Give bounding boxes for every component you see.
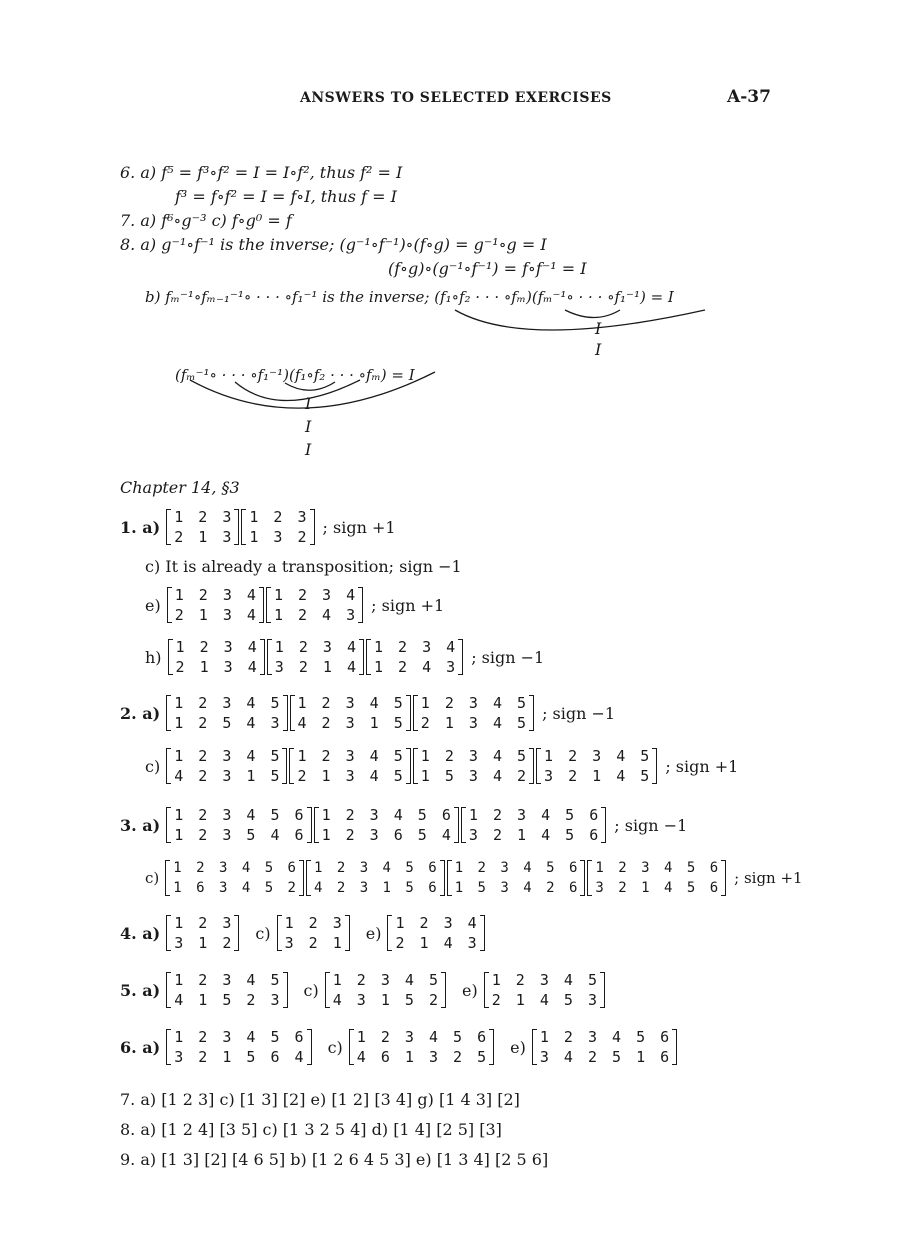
answer-8a-line2: (f∘g)∘(g⁻¹∘f⁻¹) = f∘f⁻¹ = I [388,259,587,278]
permutation-matrix: 1 2 3 4 5 2 1 3 4 5 [413,693,534,733]
permutation-matrix: 1 2 3 4 5 6 1 6 3 4 5 2 [165,858,304,898]
answer-8c: (fₘ⁻¹∘ · · · ∘f₁⁻¹)(f₁∘f₂ · · · ∘fₘ) = I [175,366,415,384]
composition-arcs [0,0,898,470]
permutation-matrix: 1 2 3 4 5 1 2 5 4 3 [166,693,287,733]
permutation-matrix: 1 2 3 4 5 6 3 2 1 5 6 4 [166,1027,311,1067]
label: e) [510,1037,526,1057]
permutation-matrix: 1 2 3 4 5 2 1 4 5 3 [484,970,605,1010]
answer-7-cycles: 7. a) [1 2 3] c) [1 3] [2] e) [1 2] [3 4] g) [1 4 3] [2] [120,1090,520,1109]
permutation-matrix: 1 2 3 4 5 6 3 4 2 5 1 6 [532,1027,677,1067]
arc-label-I: I [305,440,312,459]
label: c) [255,923,271,943]
permutation-matrix: 1 2 3 3 1 2 [166,913,239,953]
answer-7: 7. a) f⁶∘g⁻³ c) f∘g⁰ = f [120,211,292,230]
permutation-matrix: 1 2 3 3 2 1 [277,913,350,953]
running-header: ANSWERS TO SELECTED EXERCISES [300,90,612,106]
sign-text: ; sign +1 [371,595,445,615]
arc-label-I: I [305,417,312,436]
permutation-matrix: 1 2 3 4 5 4 2 3 1 5 [290,693,411,733]
answer-8-cycles: 8. a) [1 2 4] [3 5] c) [1 3 2 5 4] d) [1 4] [2 5] [3] [120,1120,502,1139]
sign-text: ; sign −1 [542,703,616,723]
label: e) [365,923,382,943]
sign-text: ; sign +1 [322,517,396,537]
answer-3c [145,858,803,898]
answer-6 [120,1027,679,1067]
answer-1a [120,507,396,547]
page-number: A-37 [727,87,771,107]
sign-text: ; sign −1 [471,647,545,667]
sign-text: ; sign +1 [665,756,739,776]
answer-6a-line2: f³ = f∘f² = I = f∘I, thus f = I [175,187,397,206]
label: h) [145,647,162,667]
permutation-matrix: 1 2 3 4 5 6 1 2 3 5 4 6 [166,805,311,845]
permutation-matrix: 1 2 3 4 5 6 4 2 3 1 5 6 [306,858,445,898]
permutation-matrix: 1 2 3 4 1 2 4 3 [266,585,363,625]
permutation-matrix: 1 2 3 4 5 6 1 5 3 4 2 6 [447,858,586,898]
answer-5 [120,970,607,1010]
sign-text: ; sign +1 [734,869,803,887]
label: c) [145,869,160,887]
permutation-matrix: 1 2 3 4 5 1 5 3 4 2 [413,746,534,786]
answer-1c: c) It is already a transposition; sign −1 [145,557,462,576]
answer-1h [145,637,544,677]
arc-label-I: I [305,394,312,413]
permutation-matrix: 1 2 3 4 5 4 1 5 2 3 [166,970,287,1010]
label: e) [461,980,478,1000]
permutation-matrix: 1 2 3 4 2 1 3 4 [168,637,265,677]
label: 1. a) [120,517,161,537]
permutation-matrix: 1 2 3 1 3 2 [241,507,314,547]
permutation-matrix: 1 2 3 4 1 2 4 3 [366,637,463,677]
answer-3a [120,805,687,845]
answer-6a-line1: 6. a) f⁵ = f³∘f² = I = I∘f², thus f² = I [120,163,403,182]
answer-8a-line1: 8. a) g⁻¹∘f⁻¹ is the inverse; (g⁻¹∘f⁻¹)∘(f∘g) = g⁻¹∘g = I [120,235,547,254]
arc-label-I: I [595,340,602,359]
permutation-matrix: 1 2 3 4 5 6 3 2 1 4 5 6 [587,858,726,898]
label: c) [327,1037,343,1057]
label: 5. a) [120,980,161,1000]
permutation-matrix: 1 2 3 4 5 6 4 6 1 3 2 5 [349,1027,494,1067]
arc-label-I: I [595,319,602,338]
inner-arc-8b [565,310,620,318]
label: 3. a) [120,815,161,835]
answer-2a [120,693,615,733]
permutation-matrix: 1 2 3 4 5 6 1 2 3 6 5 4 [314,805,459,845]
permutation-matrix: 1 2 3 4 5 4 2 3 1 5 [166,746,287,786]
permutation-matrix: 1 2 3 4 2 1 3 4 [167,585,264,625]
label: c) [145,756,161,776]
permutation-matrix: 1 2 3 4 5 2 1 3 4 5 [289,746,410,786]
permutation-matrix: 1 2 3 4 5 6 3 2 1 4 5 6 [461,805,606,845]
answer-8b: b) fₘ⁻¹∘fₘ₋₁⁻¹∘ · · · ∘f₁⁻¹ is the inverse; (f₁∘f₂ · · · ∘fₘ)(fₘ⁻¹∘ · · · ∘f₁⁻¹) = I [145,288,674,306]
permutation-matrix: 1 2 3 4 3 2 1 4 [267,637,364,677]
permutation-matrix: 1 2 3 4 5 4 3 1 5 2 [325,970,446,1010]
label: c) [303,980,319,1000]
answer-4 [120,913,487,953]
label: e) [145,595,161,615]
label: 6. a) [120,1037,161,1057]
chapter-heading: Chapter 14, §3 [120,478,240,497]
permutation-matrix: 1 2 3 4 2 1 4 3 [387,913,484,953]
answer-1e [145,585,444,625]
sign-text: ; sign −1 [614,815,688,835]
label: 4. a) [120,923,161,943]
permutation-matrix: 1 2 3 4 5 3 2 1 4 5 [536,746,657,786]
permutation-matrix: 1 2 3 2 1 3 [166,507,239,547]
answer-9-cycles: 9. a) [1 3] [2] [4 6 5] b) [1 2 6 4 5 3] e) [1 3 4] [2 5 6] [120,1150,549,1169]
outer-arc-8b [455,310,705,330]
answer-2c [145,746,738,786]
label: 2. a) [120,703,161,723]
